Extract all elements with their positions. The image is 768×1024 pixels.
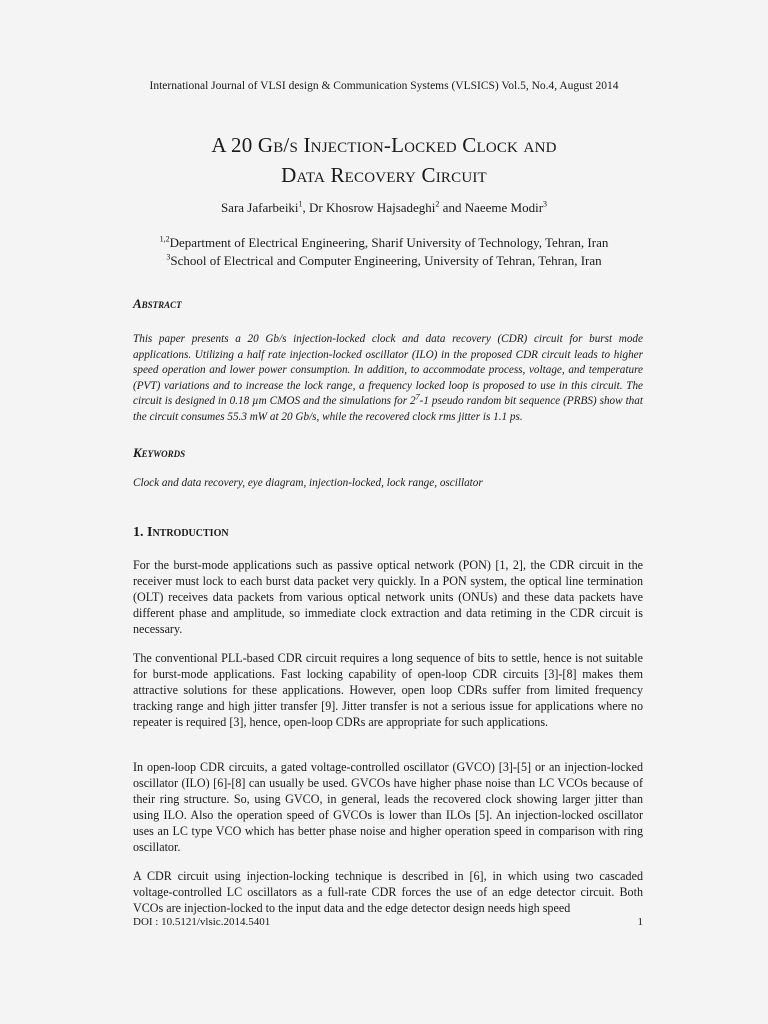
affiliation-sup: 1,2	[159, 234, 170, 244]
paragraph: The conventional PLL-based CDR circuit requires a long sequence of bits to settle, hence is not suitable for burst-mode applications. Fast locking capability of open-loop CDR circuits [3]-[8] makes them attractive solutions for these applications. However, open loop CDRs suffer from limited frequency tracking range and high jitter transfer [9]. Jitter transfer is not a serious issue for applications where no repeater is required [3], hence, open-loop CDRs are appropriate for such applications.	[133, 651, 643, 729]
affiliation-sup: 3	[166, 252, 171, 262]
author-name: Sara Jafarbeiki	[220, 200, 299, 215]
page-footer	[133, 916, 643, 928]
keywords-heading: Keywords	[133, 445, 186, 460]
abstract-text-part: -1 pseudo random bit sequence (PRBS) show that the circuit consumes 55.3 mW at 20 Gb/s, while the recovered clock rms jitter is 1.1 ps.	[133, 395, 643, 423]
author-sup: 1	[298, 199, 303, 209]
author-name: Dr Khosrow Hajsadeghi	[309, 200, 436, 215]
affiliation-text: School of Electrical and Computer Engineering, University of Tehran, Tehran, Iran	[170, 253, 602, 268]
page-number: 1	[637, 916, 643, 928]
abstract-exponent: 7	[415, 392, 420, 402]
author-sup: 3	[543, 199, 548, 209]
title-line-1: A 20 Gb/s Injection-Locked Clock and	[211, 133, 557, 157]
keywords-text: Clock and data recovery, eye diagram, injection-locked, lock range, oscillator	[133, 477, 483, 489]
introduction-heading: 1. Introduction	[133, 525, 229, 540]
affiliation-text: Department of Electrical Engineering, Sharif University of Technology, Tehran, Iran	[169, 235, 609, 250]
paper-title	[0, 130, 768, 190]
author-sup: 2	[435, 199, 440, 209]
author-separator: ,	[302, 200, 310, 215]
affiliation	[0, 252, 768, 270]
paragraph: A CDR circuit using injection-locking technique is described in [6], in which using two cascaded voltage-controlled LC oscillators as a full-rate CDR forces the use of an edge detector circuit. Both VCOs are injection-locked to the input data and the edge detector design needs high speed	[133, 869, 643, 915]
abstract-heading: Abstract	[133, 296, 182, 311]
title-line-2: Data Recovery Circuit	[281, 163, 487, 187]
author-name: Naeeme Modir	[464, 200, 544, 215]
affiliation	[0, 234, 768, 252]
abstract-text	[133, 332, 643, 425]
paragraph: For the burst-mode applications such as passive optical network (PON) [1, 2], the CDR circuit in the receiver must lock to each burst data packet very quickly. In a PON system, the optical line termination (OLT) receives data packets from various optical network units (ONUs) and these data packets have different phase and amplitude, so immediate clock extraction and data retiming in the CDR circuit is necessary.	[133, 558, 643, 636]
doi: DOI : 10.5121/vlsic.2014.5401	[133, 916, 271, 928]
paragraph: In open-loop CDR circuits, a gated voltage-controlled oscillator (GVCO) [3]-[5] or an injection-locked oscillator (ILO) [6]-[8] can usually be used. GVCOs have higher phase noise than LC VCOs because of their ring structure. So, using GVCO, in general, leads the recovered clock showing larger jitter than using ILO. Also the operation speed of GVCOs is lower than ILOs [5]. An injection-locked oscillator uses an LC type VCO which has better phase noise and higher operation speed in comparison with ring oscillator.	[133, 760, 643, 854]
affiliations	[0, 234, 768, 270]
author-separator: and	[439, 200, 465, 215]
journal-header: International Journal of VLSI design & Communication Systems (VLSICS) Vol.5, No.4, August 2014	[149, 80, 619, 92]
abstract-text-part: This paper presents a 20 Gb/s injection-locked clock and data recovery (CDR) circuit for burst mode applications. Utilizing a half rate injection-locked oscillator (ILO) in the proposed CDR circuit leads to higher speed operation and lower power consumption. In addition, to accommodate process, voltage, and temperature (PVT) variations and to increase the lock range, a frequency locked loop is proposed to use in this circuit. The circuit is designed in 0.18 µm CMOS and the simulations for 2	[133, 333, 643, 407]
author-list	[0, 200, 768, 216]
